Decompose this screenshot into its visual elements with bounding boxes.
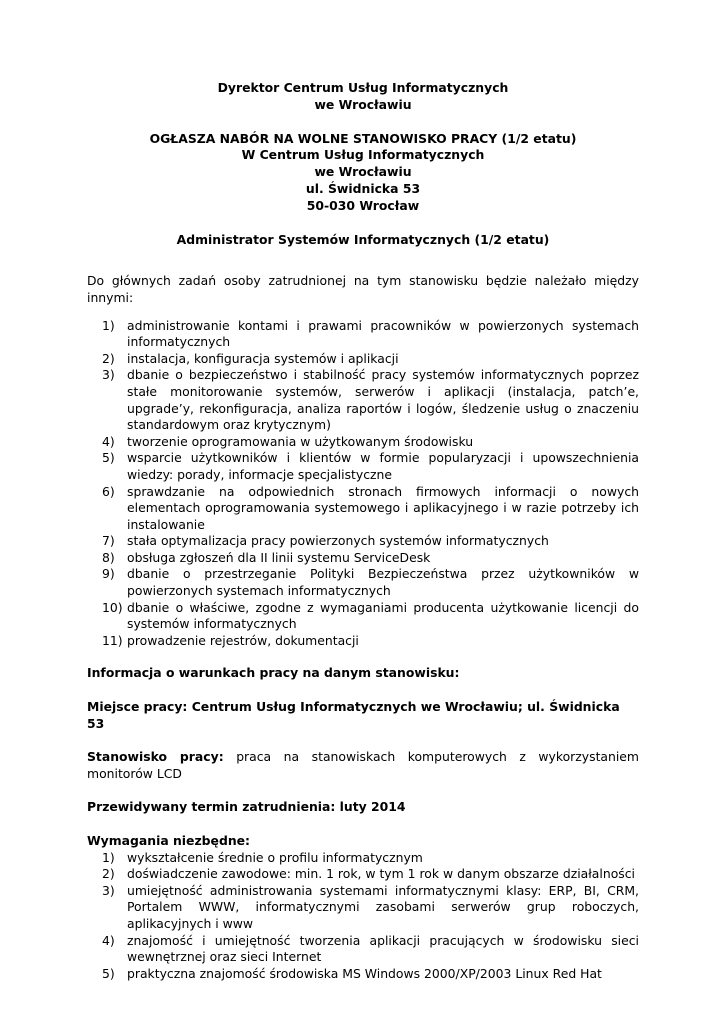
list-text: wykształcenie średnie o profilu informatycznym: [127, 849, 423, 865]
list-text: doświadczenie zawodowe: min. 1 rok, w tym 1 rok w danym obszarze działalności: [127, 866, 635, 882]
list-item: [87, 566, 639, 599]
header-org-city: we Wrocławiu: [314, 164, 412, 180]
list-item: [87, 850, 639, 867]
list-item: [87, 367, 639, 433]
requirements-list: [87, 850, 639, 983]
header-announcement: OGŁASZA NABÓR NA WOLNE STANOWISKO PRACY (1/2 etatu): [149, 130, 577, 146]
workplace-line: Miejsce pracy: Centrum Usług Informatycznych we Wrocławiu; ul. Świdnicka 53: [87, 699, 620, 731]
list-number: 2): [102, 866, 115, 882]
list-item: [87, 434, 639, 451]
list-text: dbanie o bezpieczeństwo i stabilność pracy systemów informatycznych poprzez stałe monitorowanie systemów, serwerów i aplikacji (instalacja, patch’e, upgrade’y, rekonfiguracja, analiza raportów i logów, śledzenie usług o znaczeniu standardowym oraz krytycznym): [127, 367, 639, 433]
list-number: 6): [102, 483, 115, 499]
list-number: 7): [102, 533, 115, 549]
list-text: umiejętność administrowania systemami informatycznymi klasy: ERP, BI, CRM, Portalem WWW, informatycznymi zasobami serwerów grup roboczych, aplikacyjnych i www: [127, 882, 639, 931]
list-number: 1): [102, 849, 115, 865]
list-text: instalacja, konfiguracja systemów i aplikacji: [127, 350, 399, 366]
list-text: wsparcie użytkowników i klientów w formie popularyzacji i upowszechnienia wiedzy: porady, informacje specjalistyczne: [127, 450, 639, 482]
document-header: [87, 80, 639, 248]
list-text: stała optymalizacja pracy powierzonych systemów informatycznych: [127, 533, 549, 549]
workstation-paragraph: [87, 749, 639, 782]
list-text: obsługa zgłoszeń dla II linii systemu ServiceDesk: [127, 549, 431, 565]
list-item: [87, 933, 639, 966]
list-item: [87, 966, 639, 983]
list-number: 2): [102, 350, 115, 366]
header-postal: 50-030 Wrocław: [306, 197, 420, 213]
list-item: [87, 550, 639, 567]
list-number: 10): [102, 599, 123, 615]
list-item: [87, 318, 639, 351]
list-number: 3): [102, 367, 115, 383]
list-number: 3): [102, 882, 115, 898]
list-text: dbanie o przestrzeganie Polityki Bezpieczeństwa przez użytkowników w powierzonych systemach informatycznych: [127, 566, 639, 599]
list-text: sprawdzanie na odpowiednich stronach firmowych informacji o nowych elementach oprogramowania systemowego i aplikacyjnego i w razie potrzeby ich instalowanie: [127, 483, 639, 532]
list-number: 4): [102, 932, 115, 948]
list-number: 1): [102, 317, 115, 333]
list-number: 9): [102, 566, 115, 582]
header-street: ul. Świdnicka 53: [305, 180, 421, 196]
intro-paragraph: Do głównych zadań osoby zatrudnionej na tym stanowisku będzie należało między innymi:: [87, 273, 639, 305]
list-number: 5): [102, 450, 115, 466]
list-item: [87, 484, 639, 534]
list-item: [87, 600, 639, 633]
conditions-heading: Informacja o warunkach pracy na danym stanowisku:: [87, 665, 460, 681]
list-text: praktyczna znajomość środowiska MS Windows 2000/XP/2003 Linux Red Hat: [127, 965, 602, 981]
list-item: [87, 866, 639, 883]
duties-list: [87, 318, 639, 650]
list-number: 5): [102, 965, 115, 981]
list-number: 11): [102, 632, 123, 648]
start-date-line: Przewidywany termin zatrudnienia: luty 2014: [87, 799, 406, 815]
header-org-line: W Centrum Usług Informatycznych: [241, 147, 485, 163]
workstation-text: praca na stanowiskach komputerowych z wykorzystaniem monitorów LCD: [87, 749, 640, 781]
list-number: 8): [102, 549, 115, 565]
list-number: 4): [102, 433, 115, 449]
list-text: prowadzenie rejestrów, dokumentacji: [127, 632, 359, 648]
workstation-label: Stanowisko pracy:: [87, 749, 224, 765]
list-text: dbanie o właściwe, zgodne z wymaganiami producenta użytkowanie licencji do systemów informatycznych: [127, 599, 639, 632]
requirements-heading: Wymagania niezbędne:: [87, 833, 250, 848]
list-item: [87, 883, 639, 933]
position-title: Administrator Systemów Informatycznych (1/2 etatu): [176, 231, 550, 247]
list-text: administrowanie kontami i prawami pracowników w powierzonych systemach informatycznych: [127, 317, 639, 350]
header-director-line: Dyrektor Centrum Usług Informatycznych: [217, 80, 509, 95]
list-text: znajomość i umiejętność tworzenia aplikacji pracujących w środowisku sieci wewnętrznej oraz sieci Internet: [127, 932, 639, 965]
list-item: [87, 450, 639, 483]
list-text: tworzenie oprogramowania w użytkowanym środowisku: [127, 433, 474, 449]
list-item: [87, 351, 639, 368]
list-item: [87, 533, 639, 550]
header-city-line: we Wrocławiu: [314, 96, 412, 112]
list-item: [87, 633, 639, 650]
